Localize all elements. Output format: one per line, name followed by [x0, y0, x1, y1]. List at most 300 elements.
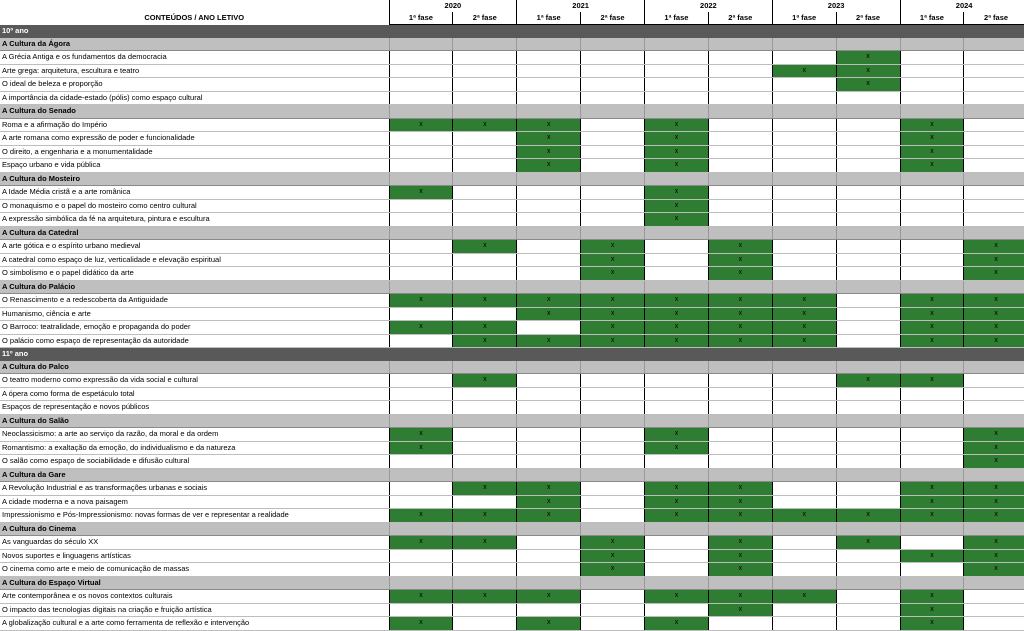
empty-cell	[900, 51, 964, 65]
mark-cell: x	[517, 590, 581, 604]
empty-cell	[389, 455, 453, 469]
section-cell	[389, 226, 453, 240]
section-label: A Cultura da Catedral	[0, 226, 389, 240]
empty-cell	[964, 118, 1024, 132]
mark-cell: x	[772, 509, 836, 523]
mark-cell: x	[645, 334, 709, 348]
year-band-cell	[900, 25, 964, 38]
section-row	[0, 468, 1024, 482]
row-label: O salão como espaço de sociabilidade e difusão cultural	[0, 455, 389, 469]
mark-cell: x	[900, 294, 964, 308]
mark-cell: x	[708, 603, 772, 617]
empty-cell	[772, 617, 836, 631]
table-row	[0, 132, 1024, 146]
empty-cell	[389, 563, 453, 577]
empty-cell	[772, 401, 836, 415]
section-cell	[900, 280, 964, 294]
empty-cell	[964, 145, 1024, 159]
empty-cell	[389, 91, 453, 105]
empty-cell	[389, 213, 453, 227]
year-band-cell	[453, 25, 517, 38]
empty-cell	[389, 51, 453, 65]
empty-cell	[453, 617, 517, 631]
year-band-cell	[964, 25, 1024, 38]
table-row	[0, 199, 1024, 213]
mark-cell: x	[581, 307, 645, 321]
section-row	[0, 522, 1024, 536]
section-cell	[517, 172, 581, 186]
empty-cell	[581, 509, 645, 523]
row-label: Espaços de representação e novos públicos	[0, 401, 389, 415]
empty-cell	[772, 118, 836, 132]
empty-cell	[708, 213, 772, 227]
year-band-row	[0, 348, 1024, 361]
empty-cell	[708, 428, 772, 442]
empty-cell	[581, 51, 645, 65]
empty-cell	[581, 387, 645, 401]
section-row	[0, 105, 1024, 119]
mark-cell: x	[517, 118, 581, 132]
table-row	[0, 78, 1024, 92]
mark-cell: x	[453, 374, 517, 388]
mark-cell: x	[708, 267, 772, 281]
empty-cell	[645, 549, 709, 563]
empty-cell	[836, 441, 900, 455]
empty-cell	[517, 563, 581, 577]
section-cell	[453, 468, 517, 482]
section-cell	[453, 38, 517, 51]
row-label: A importância da cidade-estado (pólis) como espaço cultural	[0, 91, 389, 105]
row-label: O ideal de beleza e proporção	[0, 78, 389, 92]
mark-cell: x	[581, 321, 645, 335]
empty-cell	[517, 253, 581, 267]
section-cell	[645, 280, 709, 294]
mark-cell: x	[581, 549, 645, 563]
phase-label: 1ª fase	[517, 12, 581, 25]
phase-label: 2ª fase	[964, 12, 1024, 25]
mark-cell: x	[900, 159, 964, 173]
section-cell	[453, 361, 517, 374]
mark-cell: x	[708, 240, 772, 254]
mark-cell: x	[453, 294, 517, 308]
empty-cell	[772, 549, 836, 563]
empty-cell	[389, 549, 453, 563]
empty-cell	[581, 482, 645, 496]
empty-cell	[964, 387, 1024, 401]
empty-cell	[836, 91, 900, 105]
table-row	[0, 267, 1024, 281]
table-row	[0, 374, 1024, 388]
year-band-label: 10º ano	[0, 25, 389, 38]
section-cell	[964, 361, 1024, 374]
empty-cell	[836, 428, 900, 442]
section-cell	[836, 468, 900, 482]
row-label: O Barroco: teatralidade, emoção e propaganda do poder	[0, 321, 389, 335]
year-band-cell	[581, 25, 645, 38]
section-cell	[645, 361, 709, 374]
mark-cell: x	[517, 307, 581, 321]
section-cell	[645, 172, 709, 186]
section-cell	[900, 38, 964, 51]
empty-cell	[517, 78, 581, 92]
empty-cell	[645, 64, 709, 78]
section-cell	[836, 38, 900, 51]
empty-cell	[836, 294, 900, 308]
mark-cell: x	[708, 495, 772, 509]
mark-cell: x	[708, 253, 772, 267]
section-cell	[389, 468, 453, 482]
section-cell	[581, 105, 645, 119]
empty-cell	[389, 240, 453, 254]
section-cell	[389, 414, 453, 428]
section-cell	[708, 468, 772, 482]
empty-cell	[389, 267, 453, 281]
mark-cell: x	[581, 294, 645, 308]
year-band-cell	[517, 348, 581, 361]
year-2021: 2021	[517, 0, 645, 12]
phase-label: 1ª fase	[772, 12, 836, 25]
empty-cell	[836, 401, 900, 415]
empty-cell	[836, 240, 900, 254]
empty-cell	[389, 495, 453, 509]
mark-cell: x	[964, 294, 1024, 308]
mark-cell: x	[964, 563, 1024, 577]
mark-cell: x	[517, 617, 581, 631]
row-label: Espaço urbano e vida pública	[0, 159, 389, 173]
empty-cell	[836, 455, 900, 469]
section-cell	[389, 576, 453, 590]
empty-cell	[517, 428, 581, 442]
empty-cell	[708, 199, 772, 213]
section-cell	[964, 226, 1024, 240]
mark-cell: x	[645, 145, 709, 159]
mark-cell: x	[517, 334, 581, 348]
empty-cell	[517, 186, 581, 200]
table-row	[0, 455, 1024, 469]
mark-cell: x	[517, 294, 581, 308]
mark-cell: x	[900, 321, 964, 335]
section-cell	[836, 361, 900, 374]
section-cell	[708, 172, 772, 186]
section-cell	[772, 280, 836, 294]
empty-cell	[517, 213, 581, 227]
mark-cell: x	[900, 617, 964, 631]
mark-cell: x	[900, 549, 964, 563]
section-cell	[389, 280, 453, 294]
table-row	[0, 428, 1024, 442]
mark-cell: x	[645, 132, 709, 146]
empty-cell	[645, 267, 709, 281]
empty-cell	[964, 603, 1024, 617]
empty-cell	[708, 132, 772, 146]
empty-cell	[772, 603, 836, 617]
mark-cell: x	[964, 267, 1024, 281]
mark-cell: x	[836, 374, 900, 388]
mark-cell: x	[964, 549, 1024, 563]
section-cell	[836, 105, 900, 119]
table-row	[0, 253, 1024, 267]
table-row	[0, 495, 1024, 509]
empty-cell	[964, 213, 1024, 227]
section-label: A Cultura do Cinema	[0, 522, 389, 536]
section-cell	[964, 105, 1024, 119]
empty-cell	[900, 401, 964, 415]
empty-cell	[581, 590, 645, 604]
year-band-row	[0, 25, 1024, 38]
empty-cell	[453, 64, 517, 78]
row-label: O palácio como espaço de representação da autoridade	[0, 334, 389, 348]
section-cell	[772, 468, 836, 482]
section-cell	[708, 105, 772, 119]
mark-cell: x	[645, 590, 709, 604]
row-label: Neoclassicismo: a arte ao serviço da razão, da moral e da ordem	[0, 428, 389, 442]
empty-cell	[581, 186, 645, 200]
mark-cell: x	[836, 64, 900, 78]
empty-cell	[900, 455, 964, 469]
section-cell	[581, 576, 645, 590]
row-label: As vanguardas do século XX	[0, 536, 389, 550]
mark-cell: x	[389, 186, 453, 200]
empty-cell	[964, 132, 1024, 146]
empty-cell	[453, 387, 517, 401]
empty-cell	[708, 387, 772, 401]
empty-cell	[389, 482, 453, 496]
mark-cell: x	[772, 590, 836, 604]
mark-cell: x	[389, 536, 453, 550]
year-2024: 2024	[900, 0, 1024, 12]
mark-cell: x	[900, 495, 964, 509]
mark-cell: x	[964, 482, 1024, 496]
empty-cell	[389, 78, 453, 92]
mark-cell: x	[900, 118, 964, 132]
mark-cell: x	[900, 603, 964, 617]
section-cell	[389, 361, 453, 374]
empty-cell	[708, 186, 772, 200]
section-cell	[708, 522, 772, 536]
empty-cell	[517, 387, 581, 401]
empty-cell	[581, 374, 645, 388]
empty-cell	[900, 441, 964, 455]
phase-header-row	[0, 12, 1024, 25]
empty-cell	[836, 387, 900, 401]
empty-cell	[964, 186, 1024, 200]
section-cell	[772, 172, 836, 186]
empty-cell	[517, 455, 581, 469]
empty-cell	[517, 267, 581, 281]
row-label: A Grécia Antiga e os fundamentos da democracia	[0, 51, 389, 65]
empty-cell	[772, 482, 836, 496]
row-label: O cinema como arte e meio de comunicação de massas	[0, 563, 389, 577]
empty-cell	[772, 495, 836, 509]
section-row	[0, 38, 1024, 51]
section-cell	[645, 522, 709, 536]
empty-cell	[453, 428, 517, 442]
empty-cell	[900, 186, 964, 200]
empty-cell	[581, 159, 645, 173]
empty-cell	[453, 495, 517, 509]
section-cell	[517, 280, 581, 294]
empty-cell	[836, 199, 900, 213]
section-cell	[645, 226, 709, 240]
empty-cell	[389, 374, 453, 388]
mark-cell: x	[389, 509, 453, 523]
row-label: A ópera como forma de espetáculo total	[0, 387, 389, 401]
section-cell	[517, 226, 581, 240]
mark-cell: x	[772, 334, 836, 348]
section-cell	[772, 105, 836, 119]
empty-cell	[453, 441, 517, 455]
mark-cell: x	[772, 321, 836, 335]
empty-cell	[900, 563, 964, 577]
section-cell	[708, 38, 772, 51]
mark-cell: x	[453, 536, 517, 550]
empty-cell	[900, 78, 964, 92]
empty-cell	[772, 428, 836, 442]
table-row	[0, 536, 1024, 550]
year-band-cell	[900, 348, 964, 361]
mark-cell: x	[581, 253, 645, 267]
empty-cell	[645, 603, 709, 617]
empty-cell	[453, 78, 517, 92]
empty-cell	[453, 455, 517, 469]
empty-cell	[708, 51, 772, 65]
section-cell	[581, 280, 645, 294]
mark-cell: x	[645, 321, 709, 335]
empty-cell	[708, 617, 772, 631]
section-cell	[964, 414, 1024, 428]
empty-cell	[772, 199, 836, 213]
mark-cell: x	[708, 294, 772, 308]
section-cell	[517, 105, 581, 119]
year-2023: 2023	[772, 0, 900, 12]
empty-cell	[389, 64, 453, 78]
mark-cell: x	[453, 118, 517, 132]
mark-cell: x	[389, 118, 453, 132]
mark-cell: x	[964, 455, 1024, 469]
table-row	[0, 118, 1024, 132]
empty-cell	[772, 51, 836, 65]
mark-cell: x	[389, 617, 453, 631]
empty-cell	[645, 240, 709, 254]
empty-cell	[581, 199, 645, 213]
table-row	[0, 307, 1024, 321]
mark-cell: x	[900, 590, 964, 604]
mark-cell: x	[389, 590, 453, 604]
section-cell	[708, 226, 772, 240]
section-cell	[453, 172, 517, 186]
section-cell	[581, 522, 645, 536]
section-label: A Cultura do Palácio	[0, 280, 389, 294]
row-label: A catedral como espaço de luz, verticalidade e elevação espiritual	[0, 253, 389, 267]
table-row	[0, 145, 1024, 159]
empty-cell	[900, 387, 964, 401]
year-band-cell	[708, 348, 772, 361]
section-cell	[772, 38, 836, 51]
table-row	[0, 549, 1024, 563]
year-band-cell	[389, 348, 453, 361]
year-band-cell	[836, 25, 900, 38]
row-label: A arte romana como expressão de poder e funcionalidade	[0, 132, 389, 146]
empty-cell	[645, 91, 709, 105]
empty-cell	[708, 145, 772, 159]
section-label: A Cultura do Salão	[0, 414, 389, 428]
empty-cell	[708, 455, 772, 469]
section-label: A Cultura do Senado	[0, 105, 389, 119]
section-cell	[836, 280, 900, 294]
table-row	[0, 590, 1024, 604]
row-label: A arte gótica e o espírito urbano medieval	[0, 240, 389, 254]
year-2022: 2022	[645, 0, 773, 12]
row-label: Arte contemporânea e os novos contextos culturais	[0, 590, 389, 604]
mark-cell: x	[708, 509, 772, 523]
mark-cell: x	[836, 536, 900, 550]
mark-cell: x	[900, 145, 964, 159]
empty-cell	[772, 253, 836, 267]
mark-cell: x	[964, 536, 1024, 550]
mark-cell: x	[453, 509, 517, 523]
row-label: O Renascimento e a redescoberta da Antiguidade	[0, 294, 389, 308]
mark-cell: x	[772, 64, 836, 78]
table-row	[0, 294, 1024, 308]
section-label: A Cultura da Ágora	[0, 38, 389, 51]
section-cell	[900, 522, 964, 536]
row-label: O simbolismo e o papel didático da arte	[0, 267, 389, 281]
empty-cell	[453, 132, 517, 146]
section-label: A Cultura do Espaço Virtual	[0, 576, 389, 590]
table-row	[0, 401, 1024, 415]
table-row	[0, 159, 1024, 173]
mark-cell: x	[772, 294, 836, 308]
empty-cell	[772, 145, 836, 159]
table-row	[0, 441, 1024, 455]
empty-cell	[772, 78, 836, 92]
mark-cell: x	[708, 549, 772, 563]
empty-cell	[836, 118, 900, 132]
mark-cell: x	[453, 240, 517, 254]
empty-cell	[517, 441, 581, 455]
mark-cell: x	[900, 132, 964, 146]
section-cell	[772, 576, 836, 590]
empty-cell	[453, 91, 517, 105]
year-band-cell	[645, 25, 709, 38]
section-cell	[581, 361, 645, 374]
table-row	[0, 321, 1024, 335]
mark-cell: x	[708, 563, 772, 577]
mark-cell: x	[836, 78, 900, 92]
mark-cell: x	[964, 334, 1024, 348]
mark-cell: x	[581, 563, 645, 577]
empty-cell	[772, 240, 836, 254]
year-band-cell	[836, 348, 900, 361]
section-label: A Cultura do Palco	[0, 361, 389, 374]
mark-cell: x	[581, 240, 645, 254]
mark-cell: x	[645, 186, 709, 200]
empty-cell	[389, 387, 453, 401]
year-band-label: 11º ano	[0, 348, 389, 361]
empty-cell	[900, 253, 964, 267]
empty-cell	[772, 186, 836, 200]
empty-cell	[772, 213, 836, 227]
section-cell	[453, 522, 517, 536]
empty-cell	[389, 307, 453, 321]
mark-cell: x	[453, 590, 517, 604]
empty-cell	[964, 401, 1024, 415]
table-body	[0, 25, 1024, 631]
section-row	[0, 361, 1024, 374]
year-band-cell	[772, 25, 836, 38]
table-row	[0, 563, 1024, 577]
empty-cell	[389, 401, 453, 415]
